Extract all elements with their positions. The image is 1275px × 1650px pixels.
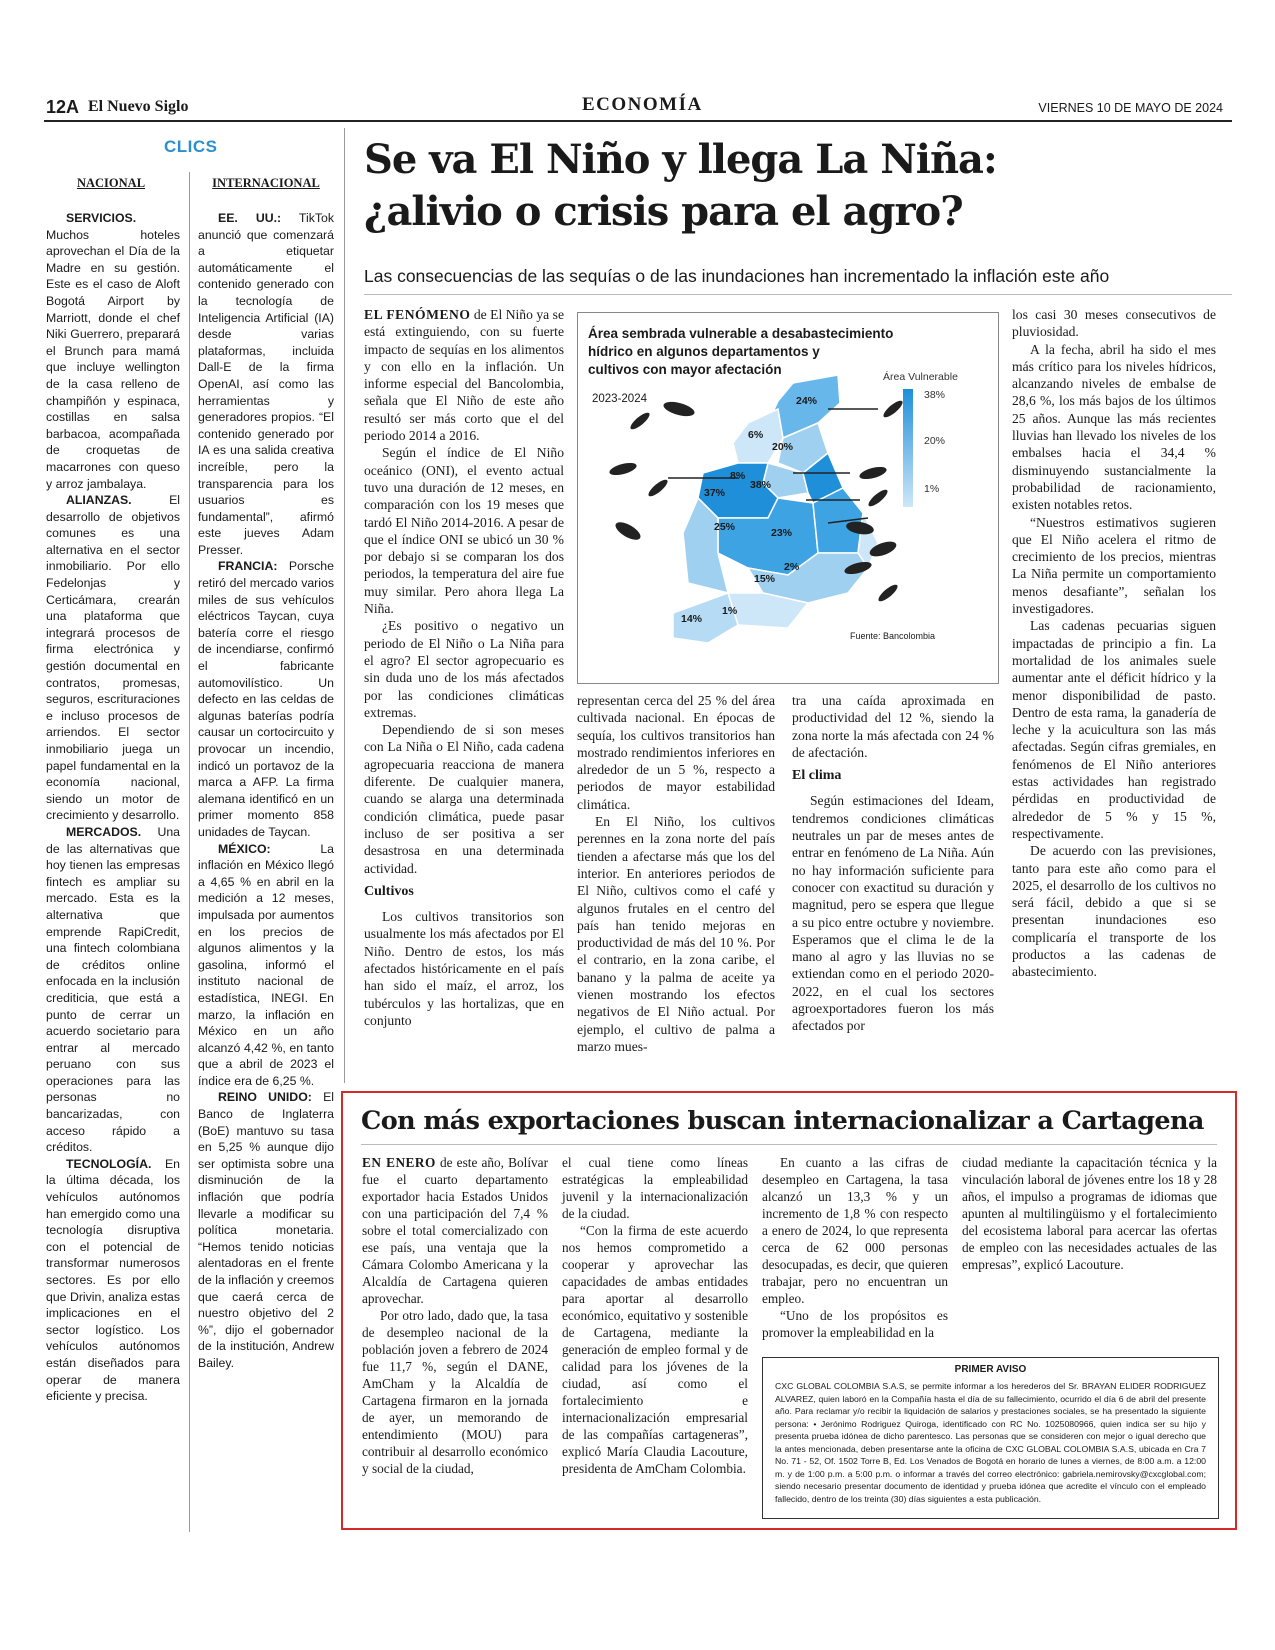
issue-date: VIERNES 10 DE MAYO DE 2024 xyxy=(1038,101,1223,115)
clics-title: CLICS xyxy=(164,137,218,156)
international-heading: INTERNACIONAL xyxy=(212,176,320,190)
map-source: Fuente: Bancolombia xyxy=(850,631,936,641)
legend-min: 1% xyxy=(924,483,940,495)
subtitle-rule xyxy=(364,294,1232,295)
brief-item: MÉXICO: La inflación en México llegó a 4,65 % en abril en la medición a 12 meses, impulsada por aumentos en los precios de algunos alimentos y la gasolina, informó el instituto nacional de estadística, INEGI. En marzo, la inflación en México en un año alcanzó 4,42 %, en tanto que a abril de 2023 el índice era de 6,25 %. xyxy=(198,841,334,1088)
map-value-label: 20% xyxy=(772,441,794,453)
clics-divider xyxy=(189,172,190,1532)
legal-notice-text: CXC GLOBAL COLOMBIA S.A.S, se permite informar a los herederos del Sr. BRAYAN ELIDER RODRIGUEZ ALVAREZ, quien laboró en la Compañía hasta el día de su fallecimiento, ocurrido el día 6 de abril del presente año. Para reclamar y/o recibir la liquidación de salarios y prestaciones sociales, se ha presentado la siguiente persona: • Jerónimo Rodriguez Quiroga, identificado con RC No. 1025080966, quien indica ser su hijo y presenta prueba idónea de dicho parentesco. Las personas que se consideren con mejor o igual derecho que la antes mencionada, deben presentarse ante la oficina de CXC GLOBAL COLOMBIA S.A.S, ubicada en Cra 7 No. 71 - 52, Of. 1502 Torre B, Ed. Los Venados de Bogotá en horario de lunes a viernes, de 8:00 a.m. a 12:00 m. y de 1:00 p.m. a 5:00 p.m. o informar a través del correo electrónico: gabriela.nemirovsky@cxcglobal.com; siendo necesario presentar documento de identidad y prueba idónea que acredite el vínculo con el empleado fallecido, dentro de los treinta (30) días siguientes a esta publicación. xyxy=(775,1381,1206,1504)
box-col-4: ciudad mediante la capacitación técnica y la vinculación laboral de jóvenes entre los 18 y 28 años, el impulso a programas de idiomas que apunten al multilingüismo y el fortalecimiento del ecosistema laboral para acercar las ofertas de empleo con las necesidades actuales de las empresas”, explicó Lacouture. xyxy=(962,1155,1217,1272)
article-col-3: tra una caída aproximada en productividad del 12 %, siendo la zona norte la más afectada con 24 % de afectación. El clima Según estimaciones del Ideam, tendremos condiciones climáticas neutrales un par de meses antes de entrar en fenómeno de La Niña. Aún no hay información suficiente para conocer con exactitud su duración y magnitud, pero se espera que llegue a su pico entre octubre y noviembre. Esperamos que el clima le de la mano al agro y las lluvias no se extiendan como en el periodo 2020-2022, en el cual los sectores agroexportadores fueron los más afectados por xyxy=(792,693,994,1034)
legend-mid: 20% xyxy=(924,435,946,447)
article-title: Se va El Niño y llega La Niña: ¿alivio o crisis para el agro? xyxy=(364,136,997,235)
map-value-label: 23% xyxy=(771,527,793,539)
map-period: 2023-2024 xyxy=(592,393,647,405)
map-figure xyxy=(577,312,999,684)
brief-item: MERCADOS. Una de las alternativas que hoy tienen las empresas fintech es ampliar su mercado. Esta es la alternativa que emprende RapiCredit, una fintech colombiana de créditos online enfocada en la inclusión crediticia, que está a punto de cerrar un acuerdo societario para entrar al mercado peruano con sus operaciones para las personas no bancarizadas, con acceso rápido a créditos. xyxy=(46,824,180,1155)
box-col-3: En cuanto a las cifras de desempleo en Cartagena, la tasa alcanzó un 13,3 % y un incremento de 1,8 % con respecto a enero de 2024, lo que representa cerca de 62 000 personas desocupadas, es decir, que quieren trabajar, pero no encuentran un empleo. “Uno de los propósitos es promover la empleabilidad en la xyxy=(762,1155,948,1340)
section-name: ECONOMÍA xyxy=(582,94,703,115)
brief-item: FRANCIA: Porsche retiró del mercado varios miles de sus vehículos eléctricos Taycan, cuya batería corre el riesgo de incendiarse, confirmó el fabricante automovilístico. Un defecto en las celdas de algunas baterías podría causar un cortocircuito y provocar un incendio, indicó un portavoz de la marca a AFP. La firma alemana identificó en un primer momento 858 unidades de Taycan. xyxy=(198,559,334,839)
national-heading: NACIONAL xyxy=(76,176,146,190)
box-article-title: Con más exportaciones buscan internacionalizar a Cartagena xyxy=(361,1106,1204,1136)
page-number: 12A xyxy=(46,97,80,117)
map-value-label: 38% xyxy=(750,479,772,491)
header-rule xyxy=(44,120,1232,122)
publication-name: El Nuevo Siglo xyxy=(88,98,189,115)
international-briefs xyxy=(198,210,334,1372)
national-briefs xyxy=(46,210,180,1405)
box-col-2: el cual tiene como líneas estratégicas la empleabilidad juvenil y la internacionalización de la ciudad. “Con la firma de este acuerdo nos hemos comprometido a cooperar y aprovechar las capacidades de ambas entidades para aportar al desarrollo económico, equitativo y sostenible de Cartagena, mediante la generación de empleo formal y de calidad para los jóvenes de la ciudad, así como el fortalecimiento e internacionalización empresarial de las compañías cartageneras”, explicó María Claudia Lacouture, presidenta de AmCham Colombia. xyxy=(562,1155,748,1476)
brief-item: REINO UNIDO: El Banco de Inglaterra (BoE) mantuvo su tasa en 5,25 % aunque dijo ser optimista sobre una disminución de la inflación que podría llevarle a modificar su política monetaria. “Hemos tenido noticias alentadoras en el frente de la inflación y creemos que caerá cerca de nuestro objetivo del 2 %”, dijo el gobernador de la institución, Andrew Bailey. xyxy=(198,1090,334,1370)
box-col-1: EN ENERO de este año, Bolívar fue el cuarto departamento exportador hacia Estados Unidos con una participación del 7,4 % sobre el total comercializado con ese país, una ventaja que la Cámara Colombo Americana y la Alcaldía de Cartagena quieren aprovechar. Por otro lado, dado que, la tasa de desempleo nacional de la población joven a febrero de 2024 fue 11,7 %, según el DANE, AmCham y la Alcaldía de Cartagena firmaron en la jornada de ayer, un memorando de entendimiento (MOU) para contribuir al desarrollo económico y social de la ciudad, xyxy=(362,1155,548,1476)
brief-item: EE. UU.: TikTok anunció que comenzará a etiquetar automáticamente el contenido generado con la tecnología de Inteligencia Artificial (IA) desde varias plataformas, incluida Dall-E de la firma OpenAI, así como las herramientas y generadores propios. “El contenido generado por IA es una salida creativa increíble, pero la transparencia para los usuarios es fundamental”, afirmó este jueves Adam Presser. xyxy=(198,211,334,557)
map-value-label: 24% xyxy=(796,395,818,407)
box-title-rule xyxy=(361,1144,1217,1145)
map-value-label: 15% xyxy=(754,573,776,585)
map-value-label: 25% xyxy=(714,521,736,533)
legend-title: Área Vulnerable xyxy=(883,371,958,383)
subhead-cultivos: Cultivos xyxy=(364,883,414,899)
map-value-label: 1% xyxy=(722,605,738,617)
legal-notice-title: PRIMER AVISO xyxy=(954,1364,1027,1375)
article-subtitle: Las consecuencias de las sequías o de las inundaciones han incrementado la inflación este año xyxy=(364,266,1110,286)
brief-item: ALIANZAS. El desarrollo de objetivos comunes es una alternativa en el sector inmobiliario. Por ello Fedelonjas y Certicámara, crearán una plataforma que integrará procesos de firma electrónica y gestión documental en contratos, promesas, seguros, escrituraciones e incluso procesos de arriendos. El sector inmobiliario juega un papel fundamental en la economía nacional, siendo un motor de crecimiento y desarrollo. xyxy=(46,493,180,823)
map-value-label: 37% xyxy=(704,487,726,499)
subhead-el-clima: El clima xyxy=(792,768,842,784)
map-value-label: 2% xyxy=(784,561,800,573)
colombia-map xyxy=(578,313,998,683)
legend-max: 38% xyxy=(924,389,946,401)
sidebar-divider xyxy=(344,128,345,1083)
brief-item: SERVICIOS. Muchos hoteles aprovechan el Día de la Madre en su gestión. Este es el caso de Aloft Bogotá Airport by Marriott, donde el chef Niki Guerrero, preparará el Brunch para mamá que incluye wellington de la casa relleno de champiñón y espinaca, costillas en salsa barbacoa, acompañada de croquetas de macarrones con queso y arroz jambalaya. xyxy=(46,211,180,491)
map-title: Área sembrada vulnerable a desabastecimiento hídrico en algunos departamentos y cultivos con mayor afectación xyxy=(588,326,894,377)
map-value-label: 6% xyxy=(748,429,764,441)
article-col-1: EL FENÓMENO de El Niño ya se está extinguiendo, con su fuerte impacto de sequías en los alimentos y con ello en la inflación. Un informe especial del Bancolombia, señala que El Niño de este año resultó ser más corto que el del periodo 2014 a 2016. Según el índice de El Niño oceánico (ONI), el evento actual tuvo una duración de 12 meses, en comparación con los 19 meses que tardó El Niño 2014-2016. A pesar de que el índice ONI se ubicó un 30 % por debajo si se comparan los dos periodos, la temperatura del aire fue muy similar. Pero ahora llega La Niña. ¿Es positivo o negativo un periodo de El Niño o La Niña para el agro? El sector agropecuario es sin duda uno de los más afectados por las condiciones climáticas extremas. Dependiendo de si son meses con La Niña o El Niño, cada cadena agropecuaria reacciona de manera diferente. De cualquier manera, cuando se alarga una determinada condición climática, puede pasar incluso de ser positiva a ser desastrosa en una determinada actividad. Cultivos Los cultivos transitorios son usualmente los más afectados por El Niño. Dentro de estos, los más afectados históricamente en el país han sido el maíz, el arroz, los tubérculos y las hortalizas, que en conjunto xyxy=(364,307,564,1028)
legal-notice xyxy=(762,1357,1219,1519)
article-col-2: representan cerca del 25 % del área cultivada nacional. En épocas de sequía, los cultivos transitorios han mostrado rendimientos inferiores en alrededor de un 5 %, respecto a periodos de mayor estabilidad climática. En El Niño, los cultivos perennes en la zona norte del país tienden a afectarse más que los del interior. En anteriores periodos de El Niño, cultivos como el café y algunos frutales en el centro del país han tenido mejoras en productividad de más del 10 %. Por el contrario, en la zona caribe, el banano y la palma de aceite ya vienen mostrando los efectos negativos de El Niño actual. Por ejemplo, el cultivo de palma a marzo mues- xyxy=(577,693,775,1054)
map-value-label: 8% xyxy=(730,470,746,482)
article-col-4: los casi 30 meses consecutivos de pluviosidad. A la fecha, abril ha sido el mes más crítico para los niveles hídricos, alcanzando niveles de embalse de 28,6 %, los más bajos de los últimos 25 años. Aunque las más recientes lluvias han llevado los niveles de los embalses hacia el 34,4 % disminuyendo sustancialmente la probabilidad de racionamiento, existen notables retos. “Nuestros estimativos sugieren que El Niño acelera el ritmo de crecimiento de los precios, mientras La Niña permite un comportamiento menos desafiante”, señalan los investigadores. Las cadenas pecuarias siguen impactadas de principio a fin. La mortalidad de los animales suele aumentar ante el déficit hídrico y la menor disponibilidad de pasto. Dentro de esta rama, la ganadería de leche y la acuicultura son las más afectadas. Según cifras gremiales, en fenómenos de El Niño anteriores estas actividades han registrado pérdidas en productividad de alrededor de 5 % y 15 %, respectivamente. De acuerdo con las previsiones, tanto para este año como para el 2025, el desarrollo de los cultivos no será fácil, debido a que si se presentan inundaciones eso complicaría el transporte de los productos a las cadenas de abastecimiento. xyxy=(1012,307,1216,980)
brief-item: TECNOLOGÍA. En la última década, los vehículos autónomos han emergido como una tecnología disruptiva con el potencial de transformar numerosos sectores. Es por ello que Drivin, analiza estas implicaciones en el sector logístico. Los vehículos autónomos están diseñados para operar de manera eficiente y precisa. xyxy=(46,1156,180,1404)
map-value-label: 14% xyxy=(681,613,703,625)
